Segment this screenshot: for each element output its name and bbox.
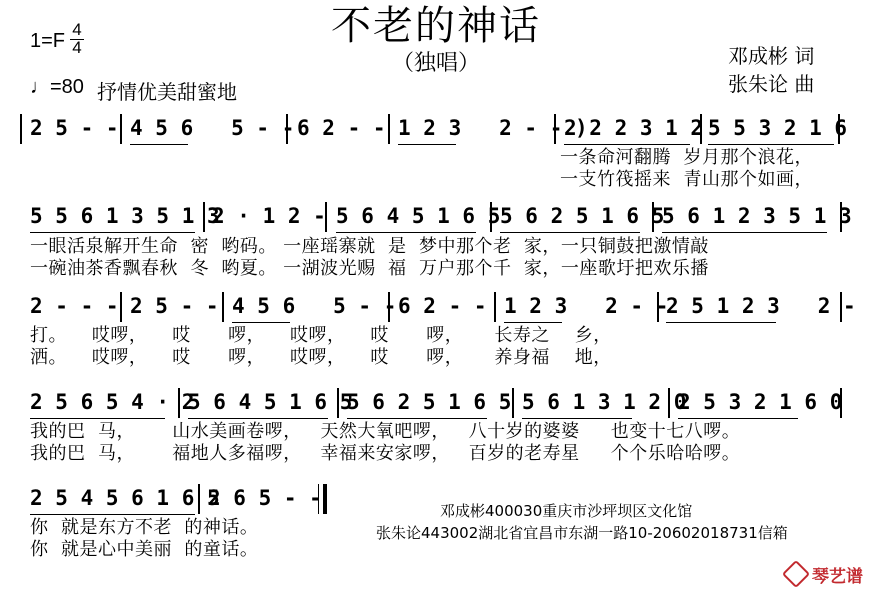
lyric-line-1a: 一条命河翻腾 岁月那个浪花， xyxy=(560,147,813,168)
lyric-line-4b: 我的巴 马， 福地人多福啰， 幸福来安家啰， 百岁的老寿星 个个乐哈哈啰。 xyxy=(30,443,741,464)
beam xyxy=(564,144,690,145)
barline xyxy=(840,292,842,322)
barline xyxy=(178,388,180,418)
measure: 2 5 4 5 6 1 6 5 xyxy=(30,486,220,510)
logo-text: 琴艺谱 xyxy=(812,567,863,587)
measure: 2 5 3 2 1 6 0 xyxy=(678,390,843,414)
measure: 5 5 6 1 3 5 1 3 xyxy=(30,204,220,228)
measure: 2 2 2 3 1 2 xyxy=(564,116,704,140)
music-line-2 xyxy=(0,200,872,236)
measure: 5 6 1 2 3 5 1 3 xyxy=(662,204,852,228)
logo-icon xyxy=(782,560,810,588)
expression-marking: 抒情优美甜蜜地 xyxy=(97,80,237,104)
time-signature-top: 4 xyxy=(70,22,84,40)
barline xyxy=(120,292,122,322)
beam xyxy=(522,418,632,419)
barline xyxy=(657,292,659,322)
measure: 4 5 6 5 - - xyxy=(130,116,295,140)
beam xyxy=(398,144,456,145)
barline xyxy=(222,292,224,322)
measure: 5 6 2 5 1 6 5 xyxy=(347,390,512,414)
beam xyxy=(30,418,165,419)
lyric-line-5a: 你 就是东方不老 的神话。 xyxy=(30,517,259,538)
beam xyxy=(708,144,834,145)
measure: 6 2 - - xyxy=(297,116,386,140)
barline xyxy=(512,388,514,418)
measure: 2 - - - xyxy=(30,294,119,318)
barline xyxy=(554,114,556,144)
beam xyxy=(30,232,195,233)
measure: 2 5 - - xyxy=(30,116,119,140)
barline xyxy=(286,114,288,144)
lyric-line-3a: 打。 哎啰， 哎 啰， 哎啰， 哎 啰， 长寿之 乡， xyxy=(30,325,612,346)
barline xyxy=(325,202,327,232)
barline xyxy=(337,388,339,418)
song-title: 不老的神话 xyxy=(331,3,541,49)
barline xyxy=(652,202,654,232)
music-line-4 xyxy=(0,386,872,422)
barline xyxy=(198,484,200,514)
measure: 2 5 - - xyxy=(130,294,219,318)
time-signature xyxy=(70,22,84,56)
barline xyxy=(838,114,840,144)
barline xyxy=(490,202,492,232)
barline xyxy=(203,202,205,232)
time-signature-bottom: 4 xyxy=(72,38,82,57)
beam xyxy=(500,232,640,233)
final-barline-thick xyxy=(323,484,327,514)
lyric-line-4a: 我的巴 马， 山水美画卷啰， 天然大氧吧啰， 八十岁的婆婆 也变十七八啰。 xyxy=(30,421,741,442)
beam xyxy=(130,144,188,145)
tempo-marking: ♩=80 xyxy=(30,76,84,98)
measure: 5 5 3 2 1 6 xyxy=(708,116,848,140)
lyric-line-2b: 一碗油茶香飘春秋 冬 哟夏。 一湖波光赐 福 万户那个千 家，一座歌圩把欢乐播 xyxy=(30,258,709,279)
barline xyxy=(20,114,22,144)
barline xyxy=(494,292,496,322)
music-line-1 xyxy=(0,112,872,148)
beam xyxy=(666,322,776,323)
beam xyxy=(504,322,562,323)
barline xyxy=(120,114,122,144)
measure: 1 2 3 2 - - ) xyxy=(398,116,588,140)
beam xyxy=(347,418,487,419)
watermark-logo xyxy=(786,562,863,587)
measure: 2 · 1 2 - xyxy=(212,204,326,228)
measure: 2 5 1 2 3 2 - xyxy=(666,294,856,318)
measure: 6 2 - - xyxy=(398,294,487,318)
credits xyxy=(728,42,814,98)
lyric-line-1b: 一支竹筏摇来 青山那个如画， xyxy=(560,169,813,190)
beam xyxy=(30,514,195,515)
lyric-line-5b: 你 就是心中美丽 的童话。 xyxy=(30,539,259,560)
barline xyxy=(840,388,842,418)
measure: 4 5 6 5 - - xyxy=(232,294,397,318)
measure: 2 6 5 - - xyxy=(208,486,322,510)
address-lyricist: 邓成彬400030重庆市沙坪坝区文化馆 xyxy=(440,502,693,520)
final-barline-thin xyxy=(318,484,319,514)
beam xyxy=(678,418,798,419)
barline xyxy=(668,388,670,418)
beam xyxy=(232,322,290,323)
music-line-5 xyxy=(0,482,872,518)
song-subtitle: （独唱） xyxy=(391,51,480,76)
music-line-3 xyxy=(0,290,872,326)
measure: 2 5 6 5 4 · 2 xyxy=(30,390,195,414)
lyricist: 邓成彬 词 xyxy=(728,44,815,68)
barline xyxy=(388,292,390,322)
barline xyxy=(388,114,390,144)
beam xyxy=(188,418,328,419)
lyric-line-3b: 洒。 哎啰， 哎 啰， 哎啰， 哎 啰， 养身福 地， xyxy=(30,347,612,368)
measure: 5 6 1 3 1 2 0 xyxy=(522,390,687,414)
beam xyxy=(336,232,476,233)
measure: 5 6 4 5 1 6 5 xyxy=(188,390,353,414)
measure: 1 2 3 2 - - xyxy=(504,294,669,318)
composer: 张朱论 曲 xyxy=(728,72,815,96)
key-signature: 1=F xyxy=(30,30,66,52)
measure: 5 6 4 5 1 6 5 xyxy=(336,204,501,228)
barline xyxy=(840,202,842,232)
barline xyxy=(700,114,702,144)
beam xyxy=(662,232,827,233)
address-composer: 张朱论443002湖北省宜昌市东湖一路10-20602018731信箱 xyxy=(376,524,788,542)
lyric-line-2a: 一眼活泉解开生命 密 哟码。 一座瑶寨就 是 梦中那个老 家，一只铜鼓把激情敲 xyxy=(30,236,709,257)
measure: 5 6 2 5 1 6 5 xyxy=(500,204,665,228)
